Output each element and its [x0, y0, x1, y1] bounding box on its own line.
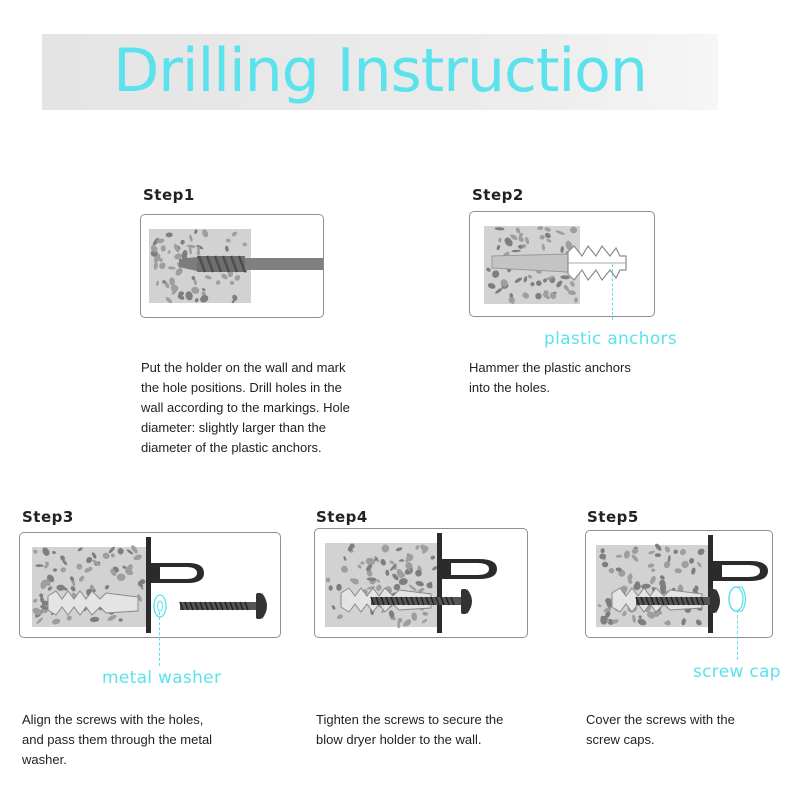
step5-callout-line — [737, 610, 738, 660]
step3-panel — [19, 532, 281, 638]
step3-line: washer. — [22, 752, 67, 767]
wall-concrete — [325, 542, 438, 628]
screw — [180, 593, 267, 619]
step2-panel — [469, 211, 655, 317]
step2-diagram — [470, 212, 656, 318]
screw-cap — [729, 587, 746, 611]
step3-diagram — [20, 533, 282, 639]
page-title: Drilling Instruction — [113, 36, 647, 106]
metal-washer — [154, 595, 166, 617]
step3-callout-line — [159, 612, 160, 666]
step1-line: wall according to the markings. Hole — [141, 400, 350, 415]
step4-panel — [314, 528, 528, 638]
step2-callout-line — [612, 264, 613, 320]
step5-line: Cover the screws with the — [586, 712, 735, 727]
step3-line: Align the screws with the holes, — [22, 712, 204, 727]
step2-line: into the holes. — [469, 380, 550, 395]
step1-title: Step1 — [143, 186, 195, 204]
plastic-anchors-label: plastic anchors — [544, 329, 677, 349]
step4-description — [316, 710, 503, 750]
step4-diagram — [315, 529, 529, 639]
step1-line: Put the holder on the wall and mark — [141, 360, 346, 375]
step4-line: Tighten the screws to secure the — [316, 712, 504, 727]
step3-description — [22, 710, 212, 770]
step2-line: Hammer the plastic anchors — [469, 360, 631, 375]
step1-panel — [140, 214, 324, 318]
drill-bit — [179, 256, 323, 272]
step1-description — [141, 358, 350, 458]
step5-title: Step5 — [587, 508, 639, 526]
step4-line: blow dryer holder to the wall. — [316, 732, 482, 747]
step1-diagram — [141, 215, 325, 319]
step5-diagram — [586, 531, 774, 639]
holder-bracket — [708, 535, 768, 633]
step5-panel — [585, 530, 773, 638]
title-banner — [42, 34, 718, 110]
step1-line: the hole positions. Drill holes in the — [141, 380, 342, 395]
step3-line: and pass them through the metal — [22, 732, 213, 747]
wall-concrete — [596, 543, 708, 627]
holder-bracket — [146, 537, 204, 633]
step5-line: screw caps. — [586, 732, 655, 747]
step5-description — [586, 710, 735, 750]
screw-cap-label: screw cap — [693, 662, 781, 682]
wall-concrete — [31, 544, 146, 627]
step4-title: Step4 — [316, 508, 368, 526]
metal-washer-label: metal washer — [102, 668, 222, 688]
step2-description — [469, 358, 631, 398]
step1-line: diameter: slightly larger than the — [141, 420, 326, 435]
step2-title: Step2 — [472, 186, 524, 204]
step1-line: diameter of the plastic anchors. — [141, 440, 322, 455]
step3-title: Step3 — [22, 508, 74, 526]
holder-bracket — [437, 533, 497, 633]
